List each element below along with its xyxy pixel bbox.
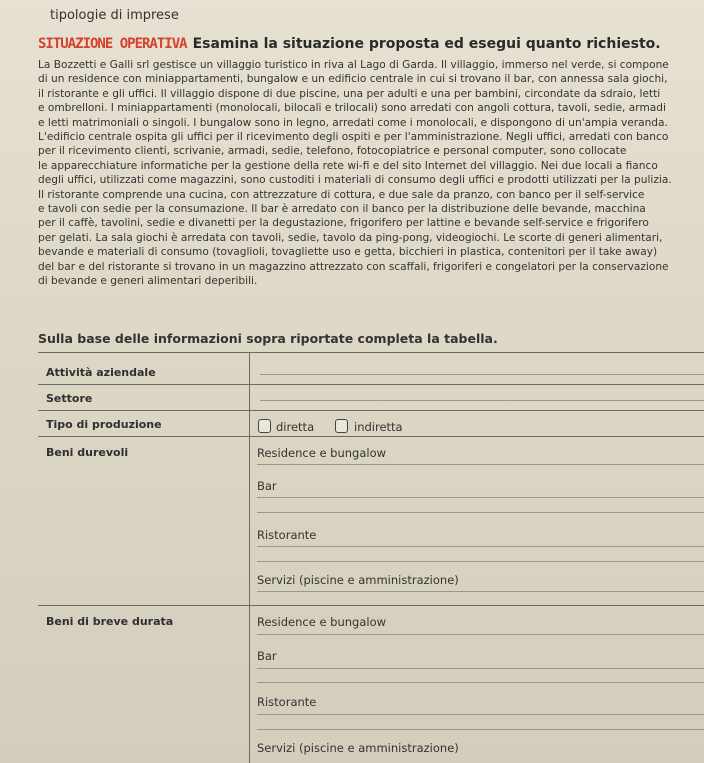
answer-line[interactable]	[257, 546, 704, 547]
row-label-attivita: Attività aziendale	[46, 366, 156, 379]
exercise-heading	[38, 36, 698, 52]
option-indiretta-label: indiretta	[354, 420, 403, 434]
paragraph-line: di bevande e generi alimentari deperibili.	[38, 275, 258, 288]
paragraph-line: e ombrelloni. I miniappartamenti (monolocali, bilocali e trilocali) sono arredati con angoli cottura, tavoli, sedie, armadi	[38, 102, 666, 115]
answer-line[interactable]	[257, 591, 704, 592]
paragraph-line: bevande e materiali di consumo (tovaglioli, tovagliette uso e getta, bicchieri in plastica, contenitori per il take away)	[38, 246, 658, 259]
worksheet-table	[38, 352, 704, 763]
row-label-tipo-produzione: Tipo di produzione	[46, 418, 162, 431]
answer-line[interactable]	[257, 682, 704, 683]
exercise-title: Esamina la situazione proposta ed esegui quanto richiesto.	[192, 36, 661, 52]
scenario-paragraph	[38, 58, 702, 289]
chapter-header: tipologie di imprese	[50, 8, 179, 23]
durevoli-item-servizi: Servizi (piscine e amministrazione)	[257, 573, 459, 587]
paragraph-line: di un residence con miniappartamenti, bungalow e un edificio centrale in cui si trovano il bar, con annessa sala giochi,	[38, 73, 668, 86]
answer-line[interactable]	[257, 634, 704, 635]
paragraph-line: del bar e del ristorante si trovano in un magazzino attrezzato con scaffali, frigoriferi e congelatori per la conservazione	[38, 260, 669, 273]
answer-line[interactable]	[257, 668, 704, 669]
answer-line[interactable]	[257, 729, 704, 730]
paragraph-line: La Bozzetti e Galli srl gestisce un villaggio turistico in riva al Lago di Garda. Il villaggio, immerso nel verde, si compone	[38, 59, 669, 71]
option-diretta-label: diretta	[276, 420, 315, 434]
row-divider	[38, 410, 704, 411]
paragraph-line: le apparecchiature informatiche per la gestione della rete wi-fi e del sito Internet del villaggio. Nei due locali a fianco	[38, 159, 658, 172]
table-border-top	[38, 352, 704, 353]
checkbox-diretta[interactable]	[258, 419, 271, 433]
durevoli-item-bar: Bar	[257, 479, 277, 493]
paragraph-line: Il ristorante comprende una cucina, con attrezzature di cottura, e due sale da pranzo, con banco per il self-service	[38, 188, 645, 201]
paragraph-line: per il caffè, tavolini, sedie e divanetti per la degustazione, frigorifero per lattine e bevande self-service e frigorifero	[38, 217, 649, 230]
answer-line[interactable]	[257, 561, 704, 562]
table-instruction: Sulla base delle informazioni sopra riportate completa la tabella.	[38, 331, 498, 346]
column-divider	[249, 352, 250, 763]
paragraph-line: e tavoli con sedie per la consumazione. Il bar è arredato con il banco per la distribuzione delle bevande, macchina	[38, 203, 646, 216]
row-label-settore: Settore	[46, 392, 93, 405]
paragraph-line: e letti matrimoniali o singoli. I bungalow sono in legno, arredati come i monolocali, e dispongono di un'ampia veranda.	[38, 116, 668, 129]
paragraph-line: per il ricevimento clienti, scrivanie, armadi, sedie, telefono, fotocopiatrice e personal computer, sono collocate	[38, 145, 627, 158]
paragraph-line: degli uffici, utilizzati come magazzini, sono custoditi i materiali di consumo degli uffici e prodotti utilizzati per la pulizia.	[38, 174, 672, 187]
row-label-beni-durevoli: Beni durevoli	[46, 446, 129, 459]
answer-line[interactable]	[257, 512, 704, 513]
answer-line-settore[interactable]	[260, 400, 704, 401]
answer-line-attivita[interactable]	[260, 374, 704, 375]
answer-line[interactable]	[257, 497, 704, 498]
breve-item-bar: Bar	[257, 649, 277, 663]
durevoli-item-residence: Residence e bungalow	[257, 446, 387, 460]
situazione-operativa-badge: SITUAZIONE OPERATIVA	[38, 36, 187, 52]
breve-item-ristorante: Ristorante	[257, 695, 317, 709]
answer-line[interactable]	[257, 464, 704, 465]
paragraph-line: L'edificio centrale ospita gli uffici per il ricevimento degli ospiti e per l'amministrazione. Negli uffici, arredati con banco	[38, 131, 669, 144]
row-divider	[38, 384, 704, 385]
row-label-beni-breve-durata: Beni di breve durata	[46, 615, 174, 628]
paragraph-line: per gelati. La sala giochi è arredata con tavoli, sedie, tavolo da ping-pong, videogiochi. Le scorte di generi alimentari,	[38, 231, 663, 244]
durevoli-item-ristorante: Ristorante	[257, 528, 317, 542]
breve-item-servizi: Servizi (piscine e amministrazione)	[257, 741, 459, 755]
row-divider	[38, 605, 704, 606]
breve-item-residence: Residence e bungalow	[257, 615, 387, 629]
row-divider	[38, 436, 704, 437]
checkbox-indiretta[interactable]	[335, 419, 348, 433]
answer-line[interactable]	[257, 714, 704, 715]
paragraph-line: il ristorante e gli uffici. Il villaggio dispone di due piscine, una per adulti e una per bambini, circondate da sdraio, letti	[38, 87, 661, 100]
